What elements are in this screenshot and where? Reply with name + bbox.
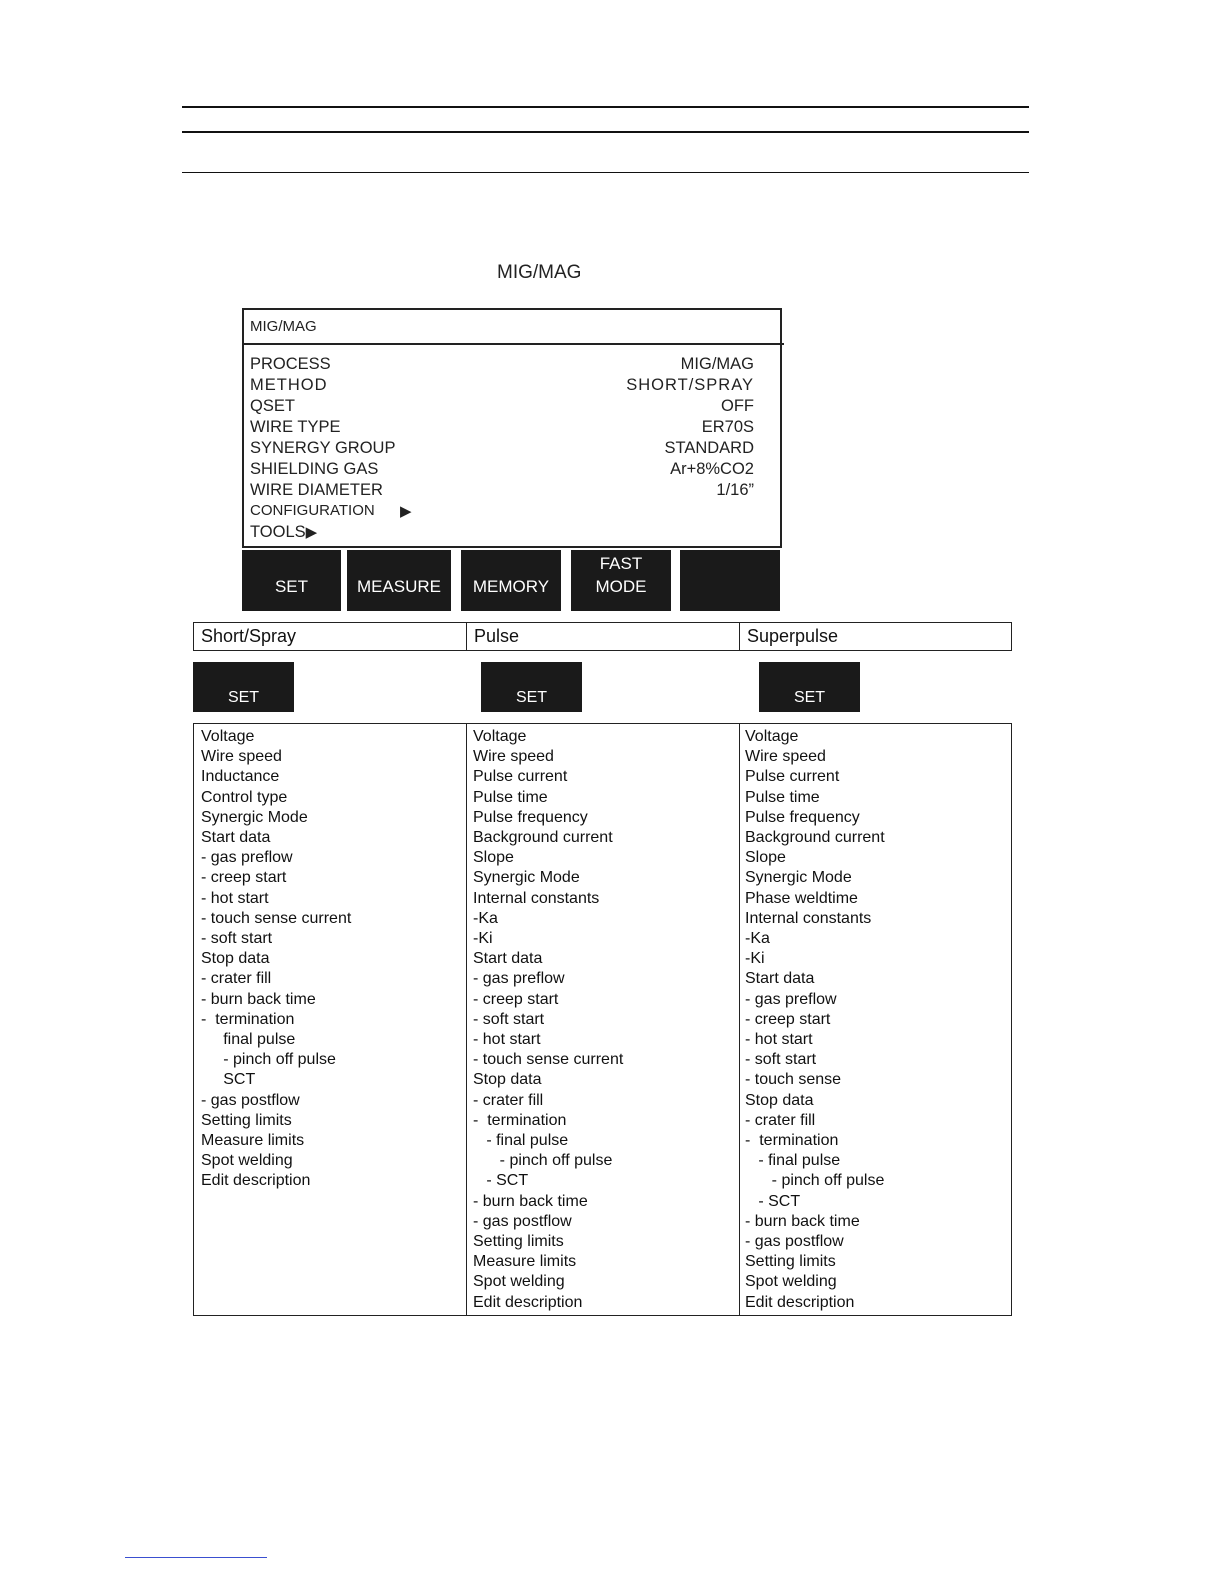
menu-row-value: Ar+8%CO2 <box>670 460 754 478</box>
arrow-right-icon: ▶ <box>400 503 412 520</box>
list-item: Inductance <box>201 768 280 786</box>
list-item: Setting limits <box>201 1111 292 1129</box>
list-item: Stop data <box>745 1091 814 1109</box>
set-label: SET <box>227 689 260 706</box>
menu-row-label: PROCESS <box>250 355 331 373</box>
menu-row-label: SHIELDING GAS <box>250 460 379 478</box>
softkey-label: SET <box>274 577 309 596</box>
list-item: Stop data <box>201 950 270 968</box>
softkey-memory[interactable] <box>461 550 561 611</box>
list-item: - creep start <box>201 869 287 887</box>
list-item: - soft start <box>473 1010 545 1028</box>
list-item: - final pulse <box>473 1132 569 1150</box>
column-divider <box>466 724 467 1315</box>
list-item: Spot welding <box>201 1152 293 1170</box>
list-item: Start data <box>745 970 815 988</box>
softkey-measure[interactable] <box>347 550 451 611</box>
section-label: MIG/MAG <box>497 262 582 283</box>
list-item: - SCT <box>473 1172 529 1190</box>
list-item: - burn back time <box>201 990 316 1008</box>
list-item: Internal constants <box>745 909 872 927</box>
arrow-right-icon: ▶ <box>305 524 318 541</box>
menu-row-configuration[interactable] <box>250 502 754 523</box>
list-item: Edit description <box>201 1172 311 1190</box>
list-item: Slope <box>473 849 514 867</box>
list-item: - gas postflow <box>745 1233 844 1251</box>
list-item: Start data <box>473 950 543 968</box>
list-item: - soft start <box>201 930 273 948</box>
menu-row-label: METHOD <box>250 376 328 394</box>
menu-row-value: STANDARD <box>664 439 754 457</box>
list-item: - gas preflow <box>745 990 837 1008</box>
list-item: Wire speed <box>745 748 826 766</box>
screen-title: MIG/MAG <box>250 318 317 335</box>
menu-row-process[interactable] <box>250 355 754 376</box>
column-header-pulse: Pulse <box>466 622 740 651</box>
list-item: - touch sense current <box>473 1051 624 1069</box>
list-item: final pulse <box>201 1031 296 1049</box>
menu-row-method[interactable] <box>250 376 754 397</box>
list-item: Synergic Mode <box>473 869 580 887</box>
list-item: Slope <box>745 849 786 867</box>
list-item: Voltage <box>201 728 255 745</box>
list-item: Start data <box>201 829 271 847</box>
short-spray-settings-list <box>201 727 351 1192</box>
list-item: - termination <box>745 1132 839 1150</box>
softkey-label: MEMORY <box>472 577 550 596</box>
list-item: Background current <box>745 829 885 847</box>
list-item: Pulse current <box>745 768 840 786</box>
list-item: -Ka <box>745 930 770 948</box>
list-item: - crater fill <box>201 970 272 988</box>
mig-mag-screen <box>242 308 782 611</box>
header-bottom-rule <box>182 172 1029 173</box>
screen-frame <box>242 308 782 548</box>
list-item: - soft start <box>745 1051 817 1069</box>
list-item: - crater fill <box>473 1091 544 1109</box>
list-item: Setting limits <box>473 1233 564 1251</box>
menu-row-shielding-gas[interactable] <box>250 460 754 481</box>
set-button-superpulse[interactable] <box>759 662 860 712</box>
list-item: - final pulse <box>745 1152 841 1170</box>
list-item: - burn back time <box>473 1192 588 1210</box>
method-settings-table <box>193 622 1012 1316</box>
list-item: - touch sense <box>745 1071 842 1089</box>
list-item: Wire speed <box>201 748 282 766</box>
list-item: Voltage <box>745 728 799 745</box>
set-label: SET <box>515 689 548 706</box>
list-item: Phase weldtime <box>745 889 858 907</box>
pulse-settings-list <box>473 727 623 1313</box>
list-item: -Ka <box>473 909 498 927</box>
menu-row-qset[interactable] <box>250 397 754 418</box>
menu-row-label: WIRE TYPE <box>250 418 341 436</box>
list-item: Pulse time <box>473 788 548 806</box>
list-item: Measure limits <box>473 1253 577 1271</box>
list-item: Spot welding <box>473 1273 565 1291</box>
menu-row-synergy-group[interactable] <box>250 439 754 460</box>
list-item: Spot welding <box>745 1273 837 1291</box>
list-item: Edit description <box>473 1293 583 1311</box>
list-item: - pinch off pulse <box>745 1172 885 1190</box>
list-item: - touch sense current <box>201 909 352 927</box>
column-divider <box>739 724 740 1315</box>
column-header-superpulse: Superpulse <box>739 622 1012 651</box>
list-item: -Ki <box>745 950 765 968</box>
menu-row-value: MIG/MAG <box>680 355 754 373</box>
list-item: Pulse current <box>473 768 568 786</box>
tools-label: TOOLS <box>250 523 306 541</box>
softkey-label: MEASURE <box>356 577 442 596</box>
menu-row-label: QSET <box>250 397 295 415</box>
list-item: - gas preflow <box>473 970 565 988</box>
list-item: Measure limits <box>201 1132 305 1150</box>
list-item: Synergic Mode <box>745 869 852 887</box>
list-item: - termination <box>473 1111 567 1129</box>
menu-row-label: SYNERGY GROUP <box>250 439 396 457</box>
list-item: Background current <box>473 829 613 847</box>
list-item: - pinch off pulse <box>201 1051 336 1069</box>
set-button-pulse[interactable] <box>481 662 582 712</box>
list-item: - gas postflow <box>201 1091 300 1109</box>
header-rule <box>182 131 1029 133</box>
menu-row-tools[interactable] <box>250 523 754 544</box>
list-item: Pulse frequency <box>473 808 588 826</box>
list-item: Edit description <box>745 1293 855 1311</box>
list-item: - hot start <box>201 889 269 907</box>
superpulse-settings-list <box>745 727 885 1313</box>
softkey-set[interactable] <box>242 550 341 611</box>
softkey-blank[interactable] <box>680 550 780 611</box>
list-item: Pulse frequency <box>745 808 860 826</box>
list-item: - gas postflow <box>473 1212 572 1230</box>
menu-row-wire-type[interactable] <box>250 418 754 439</box>
list-item: - pinch off pulse <box>473 1152 613 1170</box>
list-item: - creep start <box>473 990 559 1008</box>
list-item: -Ki <box>473 930 493 948</box>
footnote-rule <box>125 1557 267 1558</box>
set-label: SET <box>793 689 826 706</box>
list-item: SCT <box>201 1071 256 1089</box>
list-item: - hot start <box>473 1031 541 1049</box>
set-button-short-spray[interactable] <box>193 662 294 712</box>
list-item: Voltage <box>473 728 527 745</box>
list-item: - hot start <box>745 1031 813 1049</box>
list-item: - termination <box>201 1010 295 1028</box>
top-rule <box>182 106 1029 108</box>
settings-grid <box>193 723 1012 1316</box>
menu-row-value: ER70S <box>701 418 754 436</box>
menu-row-label: CONFIGURATION <box>250 502 375 519</box>
list-item: - burn back time <box>745 1212 860 1230</box>
list-item: Synergic Mode <box>201 808 308 826</box>
list-item: - crater fill <box>745 1111 816 1129</box>
list-item: Pulse time <box>745 788 820 806</box>
list-item: - gas preflow <box>201 849 293 867</box>
list-item: - SCT <box>745 1192 801 1210</box>
menu-row-value: SHORT/SPRAY <box>626 376 754 394</box>
list-item: - creep start <box>745 1010 831 1028</box>
screen-title-divider <box>244 343 784 345</box>
menu-row-label <box>250 523 317 542</box>
column-header-short-spray: Short/Spray <box>193 622 467 651</box>
list-item: Wire speed <box>473 748 554 766</box>
menu-row-wire-diameter[interactable] <box>250 481 754 502</box>
softkey-label-line1: FAST <box>599 554 643 573</box>
list-item: Setting limits <box>745 1253 836 1271</box>
menu-row-label: WIRE DIAMETER <box>250 481 383 499</box>
menu-row-value: OFF <box>721 397 754 415</box>
list-item: Stop data <box>473 1071 542 1089</box>
softkey-label-line2: MODE <box>595 577 647 596</box>
list-item: Control type <box>201 788 288 806</box>
menu-row-value: 1/16” <box>716 481 754 499</box>
softkey-fast-mode[interactable] <box>571 550 671 611</box>
list-item: Internal constants <box>473 889 600 907</box>
